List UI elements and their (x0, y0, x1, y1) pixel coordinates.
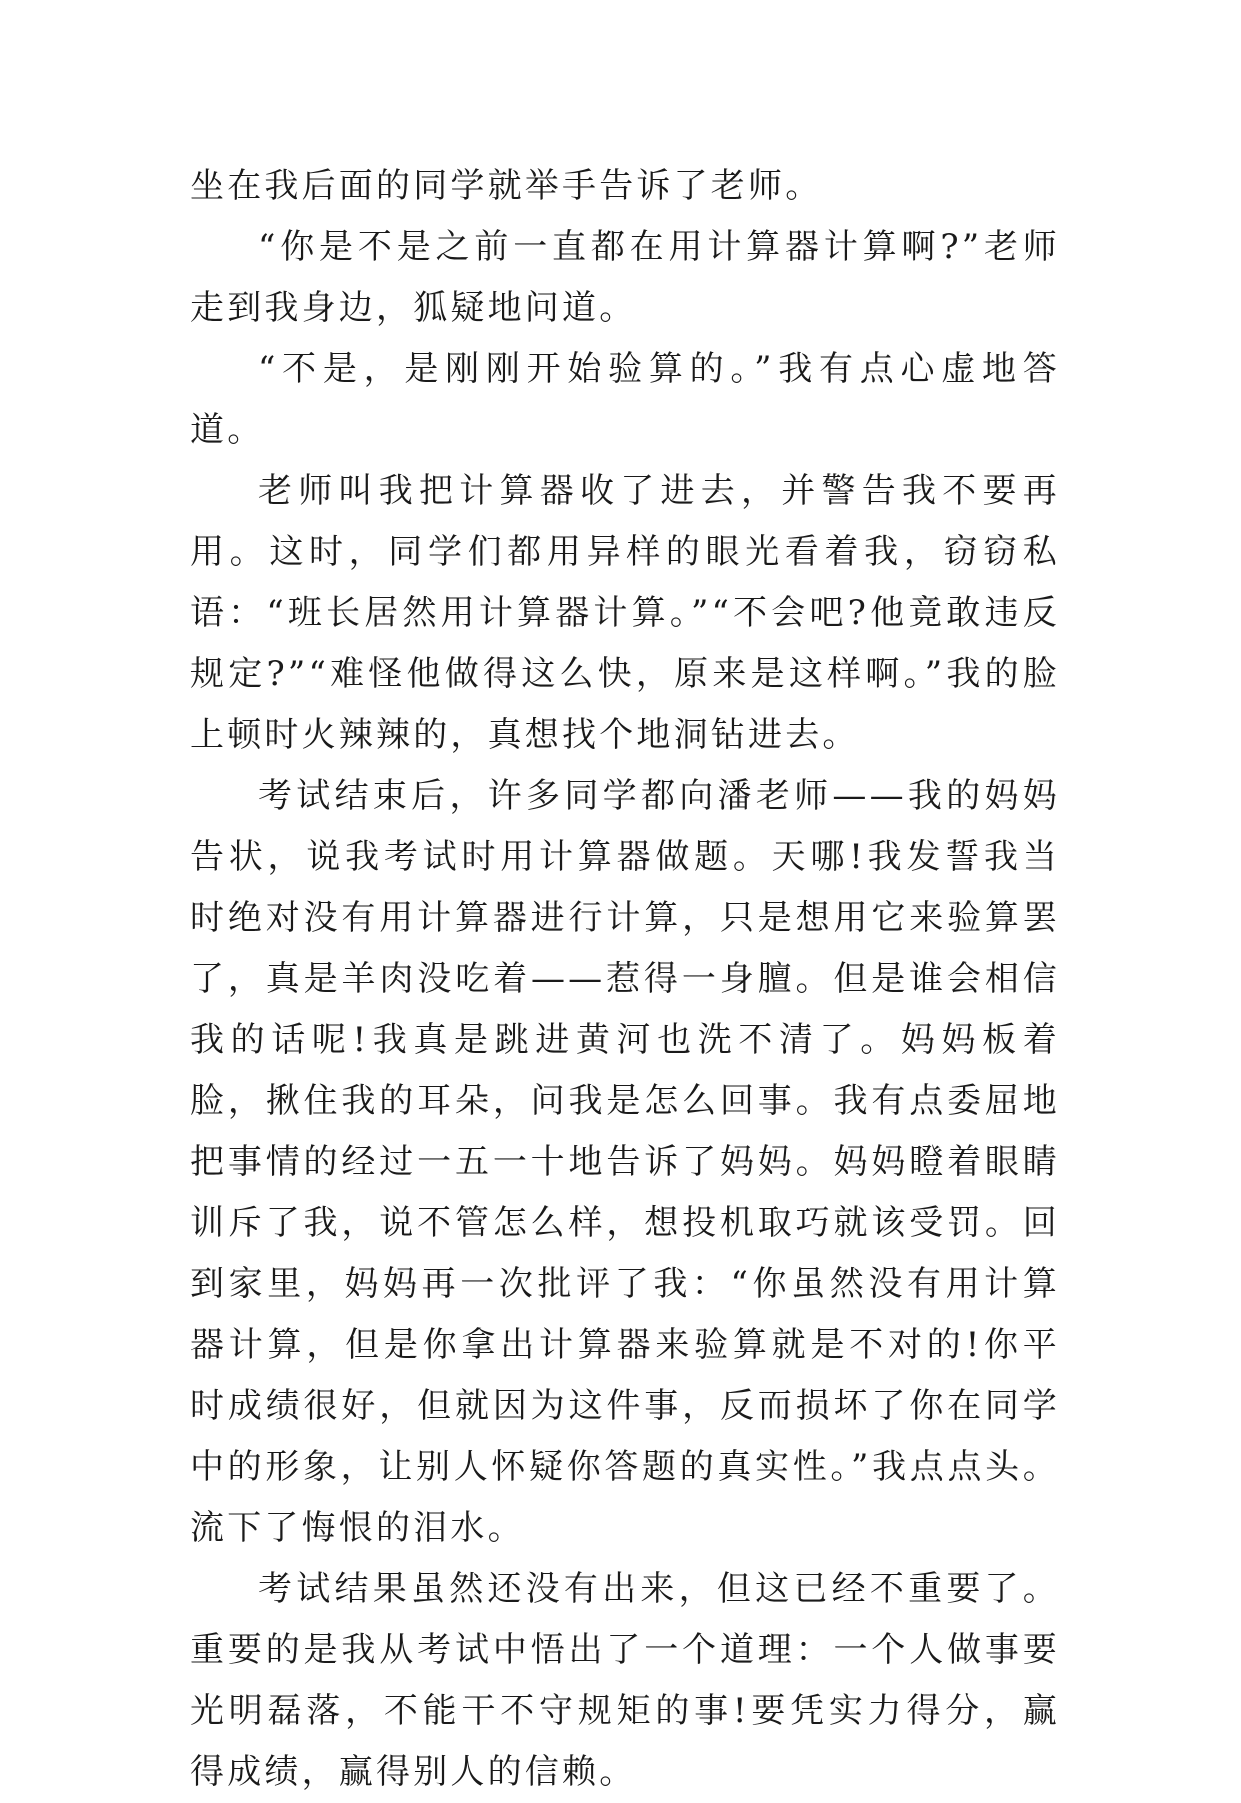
paragraph-classmates-whisper: 老师叫我把计算器收了进去，并警告我不要再用。这时，同学们都用异样的眼光看着我，窃窃私语：“班长居然用计算器计算。”“不会吧?他竟敢违反规定?”“难怪他做得这么快，原来是这样啊。”我的脸上顿时火辣辣的，真想找个地洞钻进去。 (190, 471, 1060, 755)
paragraph-teacher-question: “你是不是之前一直都在用计算器计算啊?”老师走到我身边，狐疑地问道。 (190, 227, 1060, 328)
paragraph-conclusion: 考试结果虽然还没有出来，但这已经不重要了。重要的是我从考试中悟出了一个道理：一个人做事要光明磊落，不能干不守规矩的事!要凭实力得分，赢得成绩，赢得别人的信赖。 (190, 1569, 1060, 1792)
paragraph-continuation: 坐在我后面的同学就举手告诉了老师。 (190, 166, 823, 206)
document-body (190, 156, 1060, 1803)
paragraph-student-answer: “不是，是刚刚开始验算的。”我有点心虚地答道。 (190, 349, 1060, 450)
paragraph-after-exam: 考试结束后，许多同学都向潘老师——我的妈妈告状，说我考试时用计算器做题。天哪!我发誓我当时绝对没有用计算器进行计算，只是想用它来验算罢了，真是羊肉没吃着——惹得一身膻。但是谁会相信我的话呢!我真是跳进黄河也洗不清了。妈妈板着脸，揪住我的耳朵，问我是怎么回事。我有点委屈地把事情的经过一五一十地告诉了妈妈。妈妈瞪着眼睛训斥了我，说不管怎么样，想投机取巧就该受罚。回到家里，妈妈再一次批评了我：“你虽然没有用计算器计算，但是你拿出计算器来验算就是不对的!你平时成绩很好，但就因为这件事，反而损坏了你在同学中的形象，让别人怀疑你答题的真实性。”我点点头。流下了悔恨的泪水。 (190, 776, 1060, 1548)
